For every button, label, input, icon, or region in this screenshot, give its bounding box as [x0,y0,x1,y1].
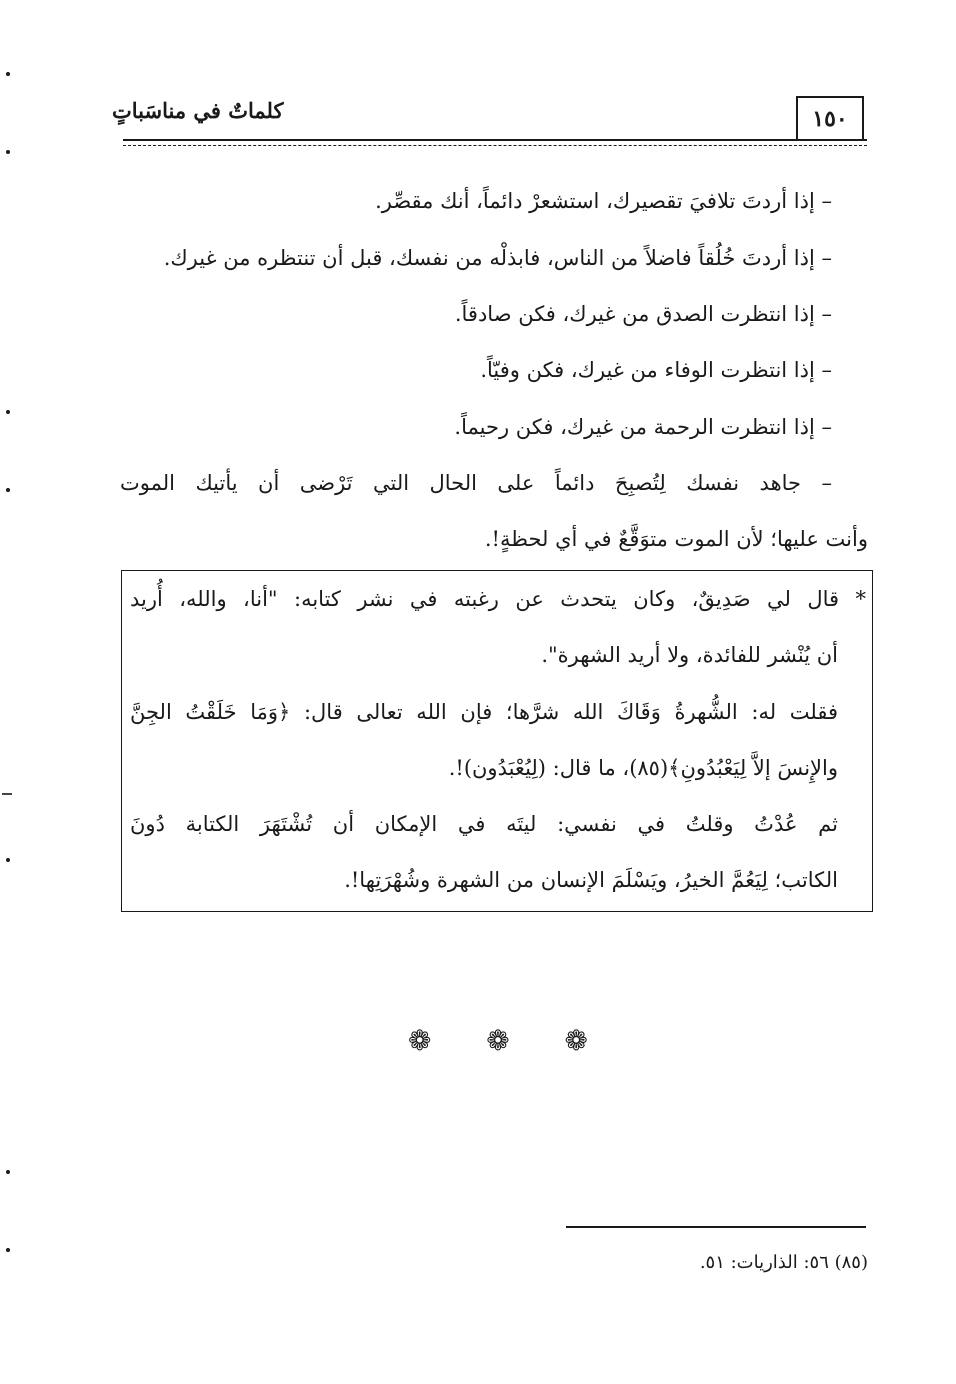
box-line: الكاتب؛ لِيَعُمَّ الخيرُ، ويَسْلَمَ الإنسان من الشهرة وشُهْرَتِها!. [344,868,838,892]
footnote: (٨٥) ٥٦: الذاريات: ٥١. [699,1252,868,1273]
box-line: والإِنسَ إلاَّ لِيَعْبُدُونِ﴾(٨٥)، ما قال: (لِيُعْبَدُون)!. [448,756,838,780]
header-rule-dashed [123,145,867,146]
body-line: – إذا انتظرت الصدق من غيرك، فكن صادقاً. [454,302,832,326]
flower-ornament-icon: ❁ [486,1024,510,1057]
box-line: فقلت له: الشُّهرةُ وَقَاكَ الله شرَّها؛ فإن الله تعالى قال: ﴿وَمَا خَلَقْتُ الجِنَّ [130,700,838,724]
book-title: كلماتٌ في مناسَباتٍ [112,98,284,123]
margin-dot [6,1170,10,1174]
section-separator [408,1024,588,1057]
margin-dot [6,72,10,76]
margin-dot [6,150,10,154]
flower-ornament-icon: ❁ [408,1024,432,1057]
body-line: – إذا أردتَ خُلُقاً فاضلاً من الناس، فابذلْه من نفسك، قبل أن تنتظره من غيرك. [163,246,832,270]
margin-tick [2,793,12,795]
margin-dot [6,410,10,414]
box-line: ثم عُدْتُ وقلتُ في نفسي: ليتَه في الإمكان أن تُشْتَهَرَ الكتابة دُونَ [130,812,838,836]
anecdote-box [121,570,873,912]
body-line: – جاهد نفسك لِتُصبِحَ دائماً على الحال التي تَرْضى أن يأتيك الموت [120,471,832,495]
margin-dot [6,488,10,492]
page-number: ١٥٠ [796,96,864,140]
body-line: وأنت عليها؛ لأن الموت متوَقَّعٌ في أي لحظةٍ!. [484,527,868,551]
box-line: أن يُنْشر للفائدة، ولا أريد الشهرة". [541,643,838,667]
header-rule [123,139,867,141]
box-line: * قال لي صَدِيقٌ، وكان يتحدث عن رغبته في نشر كتابه: "أنا، والله، أُريد [130,587,866,611]
body-line: – إذا انتظرت الرحمة من غيرك، فكن رحيماً. [454,415,832,439]
flower-ornament-icon: ❁ [564,1024,588,1057]
body-line: – إذا أردتَ تلافيَ تقصيرك، استشعرْ دائماً، أنك مقصِّر. [375,189,832,213]
body-line: – إذا انتظرت الوفاء من غيرك، فكن وفيّاً. [480,358,832,382]
footnote-rule [566,1226,866,1228]
margin-dot [6,1248,10,1252]
margin-dot [6,858,10,862]
